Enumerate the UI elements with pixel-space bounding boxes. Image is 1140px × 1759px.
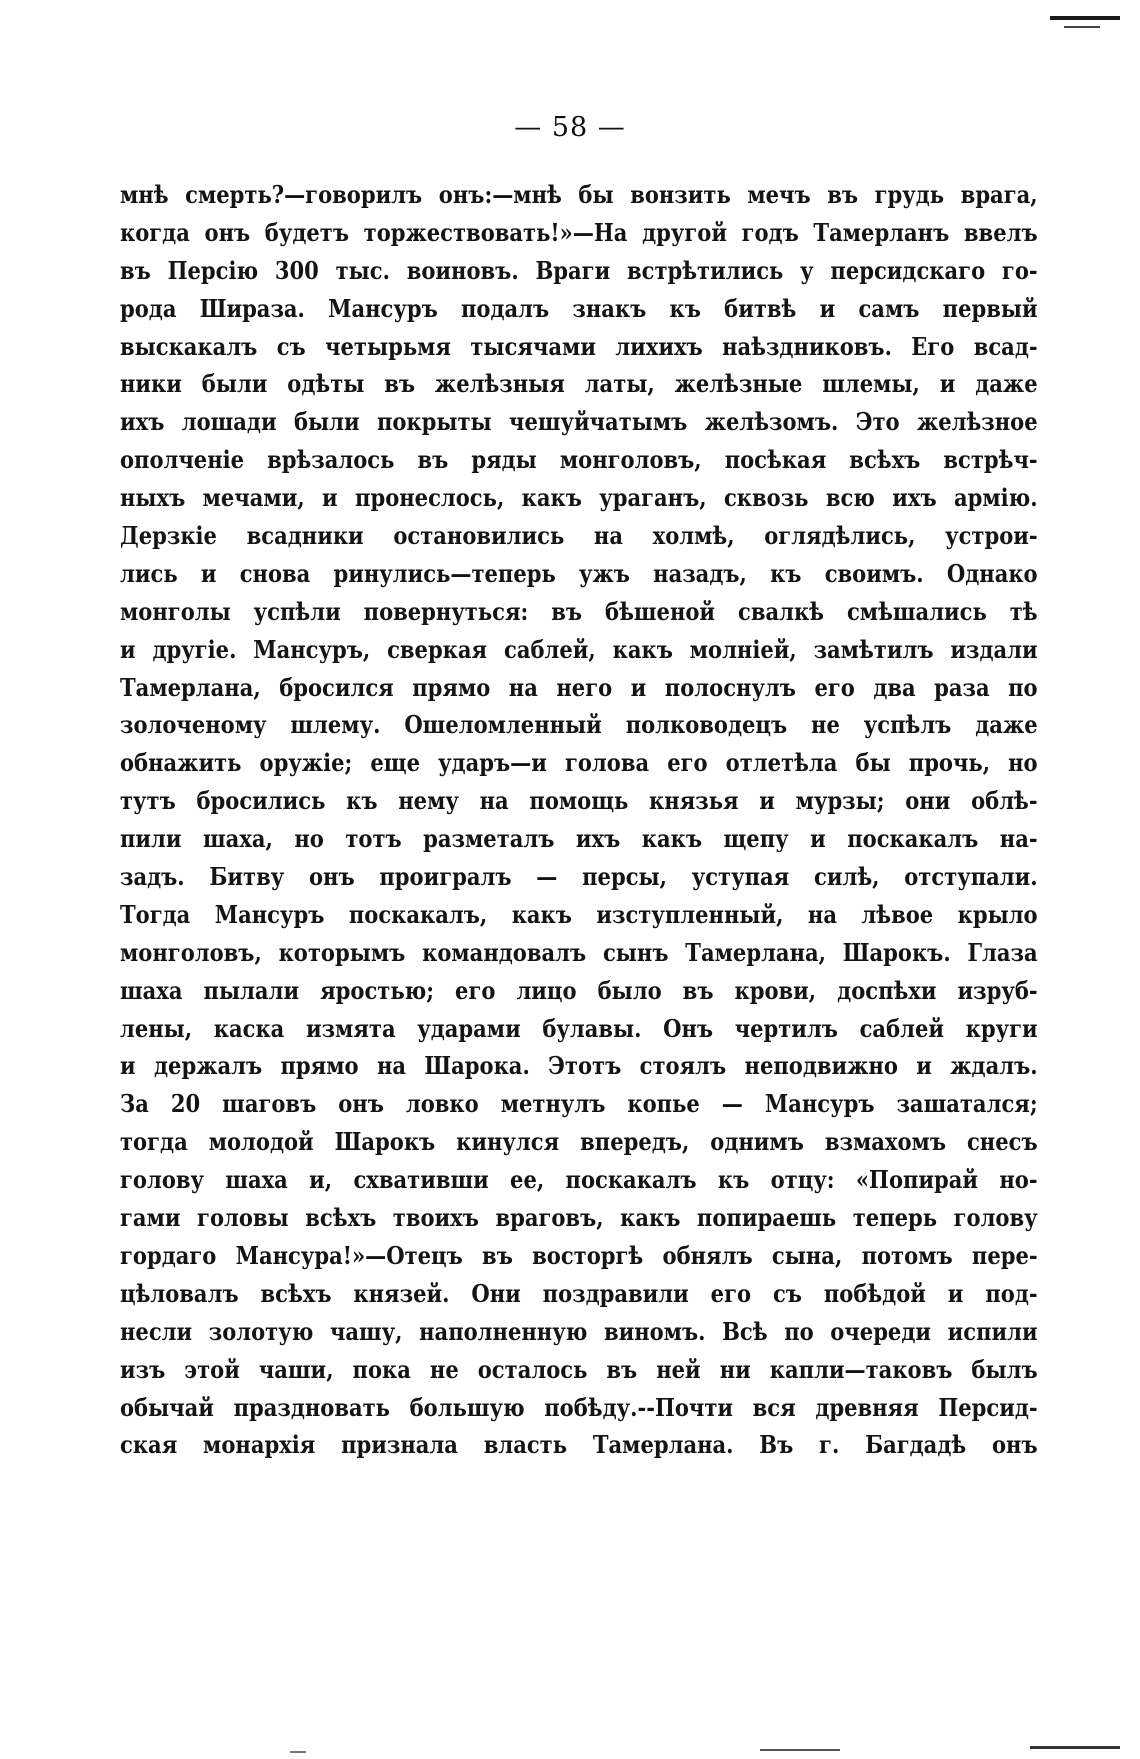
text-line: тутъ бросились къ нему на помощь князья и мурзы; они облѣ- (120, 786, 1038, 816)
text-line: золоченому шлему. Ошеломленный полководецъ не успѣлъ даже (120, 710, 1038, 740)
text-line: Тамерлана, бросился прямо на него и полоснулъ его два раза по (120, 672, 1038, 702)
text-line: гами головы всѣхъ твоихъ враговъ, какъ попираешь теперь голову (120, 1203, 1038, 1233)
text-line: въ Персію 300 тыс. воиновъ. Враги встрѣтились у персидскаго го- (120, 255, 1038, 285)
text-line: пили шаха, но тотъ разметалъ ихъ какъ щепу и поскакалъ на- (120, 824, 1038, 854)
body-text (120, 176, 1038, 1464)
scan-artifact-bottom (760, 1749, 840, 1751)
text-line: ополченіе врѣзалось въ ряды монголовъ, посѣкая всѣхъ встрѣч- (120, 445, 1038, 475)
text-line: лены, каска измята ударами булавы. Онъ чертилъ саблей круги (120, 1013, 1038, 1043)
text-line: рода Шираза. Мансуръ подалъ знакъ къ битвѣ и самъ первый (120, 293, 1038, 323)
text-line: голову шаха и, схвативши ее, поскакалъ къ отцу: «Попирай но- (120, 1165, 1038, 1195)
text-line: когда онъ будетъ торжествовать!»—На другой годъ Тамерланъ ввелъ (120, 217, 1038, 247)
text-line: шаха пылали яростью; его лицо было въ крови, доспѣхи изруб- (120, 975, 1038, 1005)
text-line: ихъ лошади были покрыты чешуйчатымъ желѣзомъ. Это желѣзное (120, 407, 1038, 437)
text-line: изъ этой чаши, пока не осталось въ ней ни капли—таковъ былъ (120, 1354, 1038, 1384)
text-line: мнѣ смерть?—говорилъ онъ:—мнѣ бы вонзить мечъ въ грудь врага, (120, 180, 1038, 209)
text-line: тогда молодой Шарокъ кинулся впередъ, однимъ взмахомъ снесъ (120, 1127, 1038, 1157)
text-line: и другіе. Мансуръ, сверкая саблей, какъ молніей, замѣтилъ издали (120, 634, 1038, 664)
text-line: лись и снова ринулись—теперь ужъ назадъ, къ своимъ. Однако (120, 558, 1038, 588)
text-line: За 20 шаговъ онъ ловко метнулъ копье — Мансуръ зашатался; (120, 1089, 1038, 1119)
text-line: несли золотую чашу, наполненную виномъ. Всѣ по очереди испили (120, 1316, 1038, 1346)
scan-artifact-bottom (290, 1751, 306, 1753)
text-line: монголовъ, которымъ командовалъ сынъ Тамерлана, Шарокъ. Глаза (120, 937, 1038, 967)
text-line: выскакалъ съ четырьмя тысячами лихихъ наѣздниковъ. Его всад- (120, 331, 1038, 361)
scan-artifact-bottom (1030, 1746, 1120, 1749)
text-line: гордаго Мансура!»—Отецъ въ восторгѣ обнялъ сына, потомъ пере- (120, 1240, 1038, 1270)
text-line: Тогда Мансуръ поскакалъ, какъ изступленный, на лѣвое крыло (120, 899, 1038, 929)
text-line: обычай праздновать большую побѣду.--Почти вся древняя Персид- (120, 1392, 1038, 1422)
text-line: ники были одѣты въ желѣзныя латы, желѣзные шлемы, и даже (120, 369, 1038, 399)
text-line: ныхъ мечами, и пронеслось, какъ ураганъ, сквозь всю ихъ армію. (120, 483, 1038, 513)
page-number: — 58 — (514, 112, 626, 143)
text-line: монголы успѣли повернуться: въ бѣшеной свалкѣ смѣшались тѣ (120, 596, 1038, 626)
text-line: и держалъ прямо на Шарока. Этотъ стоялъ неподвижно и ждалъ. (120, 1051, 1038, 1081)
text-line: ская монархія признала власть Тамерлана. Въ г. Багдадѣ онъ (120, 1430, 1038, 1460)
text-line: Дерзкіе всадники остановились на холмѣ, оглядѣлись, устрои- (120, 521, 1038, 551)
text-line: задъ. Битву онъ проигралъ — персы, уступая силѣ, отступали. (120, 862, 1038, 892)
scan-artifact-top-dots (1064, 26, 1100, 28)
text-line: цѣловалъ всѣхъ князей. Они поздравили его съ побѣдой и под- (120, 1278, 1038, 1308)
text-line: обнажить оружіе; еще ударъ—и голова его отлетѣла бы прочь, но (120, 748, 1038, 778)
scan-artifact-top (1050, 16, 1120, 20)
